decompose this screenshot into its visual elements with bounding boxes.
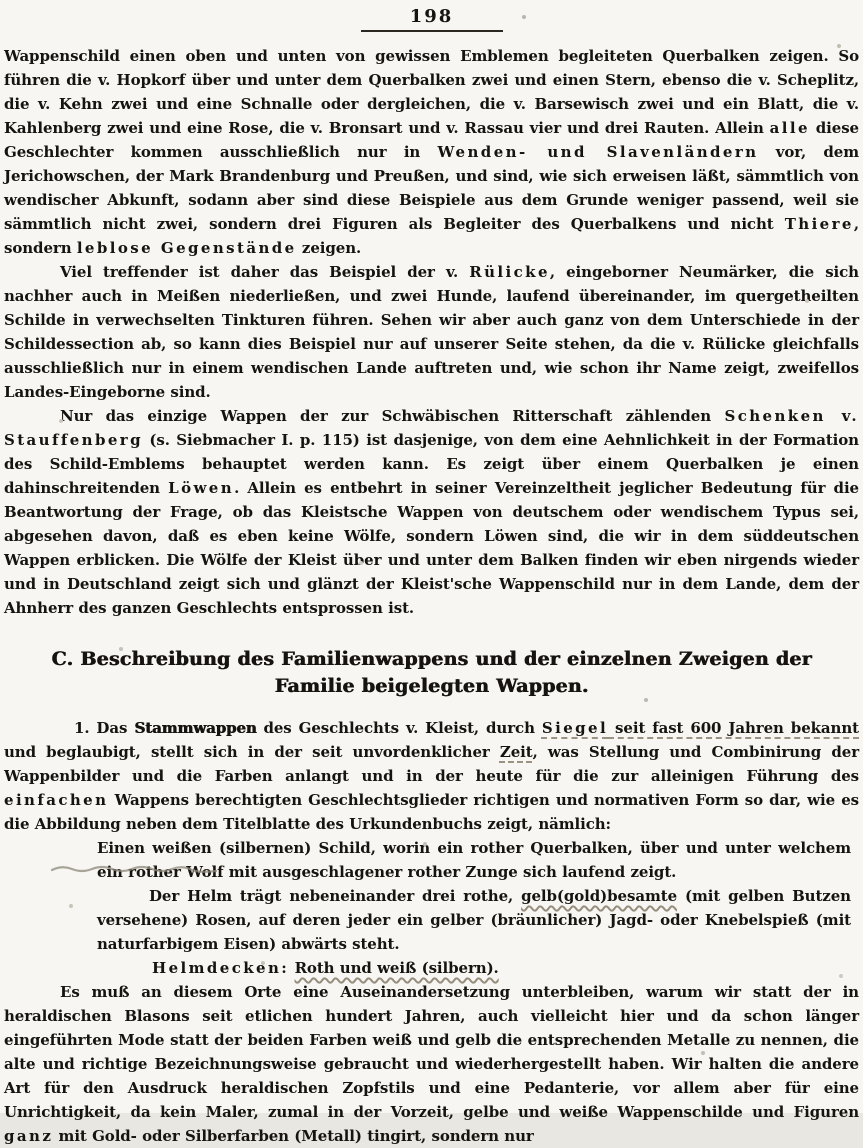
blazon-helm [97,884,851,956]
text-segment: Wenden- und Slavenländern [437,143,759,161]
text-segment: (s. Siebmacher I. p. 115) ist dasjenige, von dem eine Aehnlichkeit in der Formation des Schild-Emblems behauptet werden kann. Es zeigt über einem Querbalken je einen dahinschreitenden [4,431,859,497]
text-segment: Es muß an diesem Orte eine Auseinandersetzung unterbleiben, warum wir statt der in heraldischen Blasons seit etlichen hundert Jahren, auch vielleicht hier und da schon länger eingeführten Mode statt der beiden Farben weiß und gelb die entsprechenden Metalle zu nennen, die alte und richtige Bezeichnungsweise gebraucht und wiederhergestellt haben. Wir halten die andere Art für den Ausdruck heraldischen Zopfstils und eine Pedanterie, vor allem aber für eine Unrichtigkeit, da kein Maler, zumal in der Vorzeit, gelbe und weiße Wappenschilde und Figuren [4,983,859,1121]
text-segment: leblose Gegenstände [76,239,297,257]
page-number: 198 [409,6,454,27]
text-segment: Thiere [784,215,854,233]
text-segment: Stammwappen [134,719,257,737]
blazon-shield [97,836,851,884]
text-segment: Der Helm trägt nebeneinander drei rothe, [149,887,522,905]
text-segment: des Geschlechts v. Kleist, durch [256,719,542,737]
text-segment: Schenken v. Stauffenberg [4,407,859,449]
text-segment: zeigen. [296,239,362,257]
page-header [0,0,863,32]
text-segment: . Allein es entbehrt in seiner Vereinzeltheit jeglicher Bedeutung für die Beantwortung der Frage, ob das Kleistsche Wappen von deutschem oder wendischem Typus sei, abgesehen davon, daß es eben keine Wölfe, sondern Löwen sind, die wir in dem süddeutschen Wappen erblicken. Die Wölfe der Kleist über und unter dem Balken finden wir eben nirgends wieder und in Deutschland zeigt sich und glänzt der Kleist'sche Wappenschild nur in dem Lande, dem der Ahnherr des ganzen Geschlechts entsprossen ist. [4,479,859,617]
section-heading [14,646,849,700]
text-segment: , eingeborner Neumärker, die sich nachher auch in Meißen niederließen, und zwei Hunde, laufend übereinander, im quergetheilten Schilde in verwechselten Tinkturen führen. Sehen wir aber auch ganz von dem Unterschiede in der Schildessection ab, so kann dies Beispiel nur auf unserer Seite stehen, da die v. Rülicke gleichfalls ausschließlich nur in einem wendischen Lande auftreten und, wie schon ihr Name zeigt, zweifellos Landes-Eingeborne sind. [4,263,859,401]
text-segment: diese Geschlechter kommen ausschließlich nur in [4,119,860,161]
text-segment: , was Stellung und Combinirung der Wappenbilder und die Farben anlangt und in der heute für die zur alleinigen Führung des [4,743,859,785]
blazon-helmdecken [152,956,859,980]
paragraph-metalle [4,980,859,1148]
text-segment: (mit gelben Butzen versehene) Rosen, auf deren jeder ein gelber (bräunlicher) Jagd- oder Knebelspieß (mit naturfarbigem Eisen) abwärts steht. [97,887,851,953]
text-segment: Siegel [541,719,609,737]
text-segment: seit fast 600 Jahren bekannt [608,719,859,737]
text-segment: einfachen [4,791,109,809]
text-segment: C. Beschreibung des Familienwappens und der einzelnen Zweigen der Familie beigelegten Wappen. [51,648,812,697]
text-segment: Helmdecken: [152,959,290,977]
text-segment: Rülicke [469,263,550,281]
paragraph-ruelicke [4,260,859,404]
text-segment: vor, dem Jerichowschen, der Mark Brandenburg und Preußen, und sind, wie sich erweisen läßt, sämmtlich von wendischer Abkunft, sodann aber sind diese Beispiele aus dem Grunde weniger passend, weil sie sämmtlich nicht zwei, sondern drei Figuren als Begleiter des Querbalkens und nicht [4,143,860,233]
text-segment: Roth und weiß (silbern). [294,959,499,977]
paragraph-wappenschild [4,44,859,260]
text-segment: gelb(gold)besamte [521,887,678,905]
paragraph-stauffenberg [4,404,859,620]
paragraph-stammwappen [4,716,859,836]
text-segment: Wappenschild einen oben und unten von gewissen Emblemen begleiteten Querbalken zeigen. So führen die v. Hopkorf über und unter dem Querbalken zwei und einen Stern, ebenso die v. Scheplitz, die v. Kehn zwei und eine Schnalle oder dergleichen, die v. Barsewisch zwei und ein Blatt, die v. Kahlenberg zwei und eine Rose, die v. Bronsart und v. Rassau vier und drei Rauten. Allein [4,47,859,137]
text-segment: und beglaubigt, stellt sich in der seit unvordenklicher [4,743,500,761]
scan-noise-specks [0,0,2,2]
text-segment: mit Gold- oder Silberfarben (Metall) tingirt, sondern nur [53,1127,534,1145]
text-segment: Löwen [168,479,235,497]
text-segment: Wappens berechtigten Geschlechtsglieder richtigen und normativen Form so dar, wie es die Abbildung neben dem Titelblatte des Urkundenbuchs zeigt, nämlich: [4,791,859,833]
text-segment: Nur das einzige Wappen der zur Schwäbischen Ritterschaft zählenden [60,407,725,425]
text-segment: 1. Das [74,719,135,737]
text-segment: Einen weißen (silbernen) Schild, worin ein rother Querbalken, über und unter welchem ein rother Wolf mit ausgeschlagener rother Zunge sich laufend zeigt. [97,839,851,881]
text-segment: ganz [4,1127,54,1145]
page-body [0,32,863,1148]
text-segment: Zeit [499,743,533,761]
text-segment: Viel treffender ist daher das Beispiel der v. [60,263,470,281]
pencil-margin-mark [50,864,218,874]
text-segment: , sondern [4,215,859,257]
text-segment: alle [769,119,810,137]
